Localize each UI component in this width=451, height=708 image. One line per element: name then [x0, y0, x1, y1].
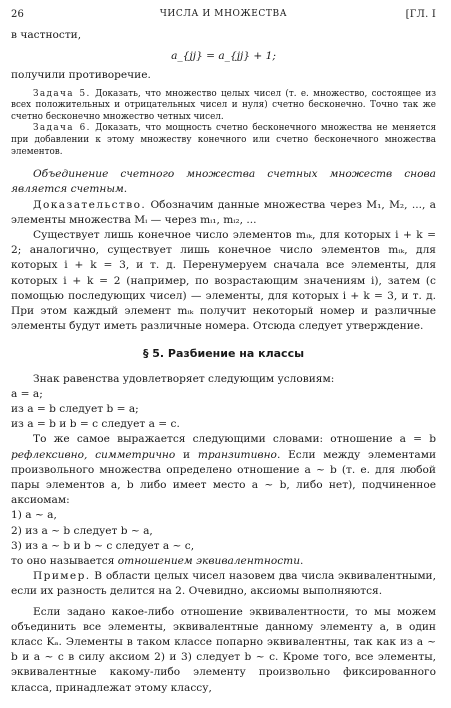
exercise-6	[11, 123, 436, 158]
axiom: 3) из a ~ b и b ~ c следует a ~ c,	[11, 539, 195, 552]
page-number: 26	[11, 9, 25, 20]
paragraph: Знак равенства удовлетворяет следующим условиям:	[33, 372, 335, 385]
example-text: В области целых чисел назовем два числа эквивалентными, если их разность делится на 2. Очевидно, аксиомы выполняются.	[11, 570, 436, 598]
exercise-text: Доказать, что мощность счетно бесконечного множества не меняется при добавлении к этому множеству конечного или счетно бесконечного множества элементов.	[11, 123, 436, 157]
paragraph: Если задано какое-либо отношение эквивалентности, то мы можем объединить все элементы, эквивалентные данному элементу a, в один класс Kₐ. Элементы в таком классе попарно эквивалентны, так как из a ~ b и a ~ c в силу аксиом 2) и 3) следует b ~ c. Кроме того, все элементы, эквивалентные какому-либо элементу произвольно фиксированного класса, принадлежат этому классу,	[11, 605, 436, 694]
text-span: то оно называется	[11, 555, 118, 568]
exercise-text: Доказать, что множество целых чисел (т. е. множество, состоящее из всех положительных и отрицательных чисел и нуля) счетно бесконечно. Точно так же счетно бесконечно множество четных чисел.	[11, 88, 436, 122]
section-heading: § 5. Разбиение на классы	[142, 347, 305, 361]
example	[11, 569, 436, 599]
equality-rule: a = a;	[11, 387, 43, 400]
paragraph	[11, 432, 436, 508]
text-span: .	[300, 555, 304, 568]
axiom: 1) a ~ a,	[11, 509, 57, 522]
example-label: Пример.	[33, 570, 91, 583]
italic-term: рефлексивно, симметрично	[11, 448, 176, 461]
chapter-label: [ГЛ. I	[405, 9, 436, 20]
exercise-label: Задача 5.	[33, 88, 91, 99]
text-span: . Если между элементами произвольного множества определено отношение a ~ b (т. е. для любой пары элементов a, b либо имеет место a ~ b, либо нет), подчиненное аксиомам:	[11, 448, 437, 507]
running-head	[11, 7, 436, 23]
text-span: и	[175, 448, 198, 461]
italic-term: отношением эквивалентности	[117, 555, 301, 568]
running-head-title: ЧИСЛА И МНОЖЕСТВА	[159, 9, 288, 19]
formula: a_{jj} = a_{jj} + 1;	[171, 50, 276, 63]
paragraph: Существует лишь конечное число элементов mᵢₖ, для которых i + k = 2; аналогично, существует лишь конечное число элементов mᵢₖ, для которых i + k = 3, и т. д. Перенумеруем сначала все элементы, для которых i + k = 2 (например, по возрастающим значениям i), затем (с помощью последующих чисел) — элементы, для которых i + k = 3, и т. д. При этом каждый элемент mᵢₖ получит некоторый номер и различные элементы будут иметь различные номера. Отсюда следует утверждение.	[11, 228, 436, 333]
text-line: в частности,	[11, 29, 82, 41]
exercise-5	[11, 89, 436, 124]
paragraph	[11, 554, 436, 569]
proof	[11, 198, 436, 228]
theorem: Объединение счетного множества счетных множеств снова является счетным.	[11, 168, 436, 196]
equality-rule: из a = b и b = c следует a = c.	[11, 418, 180, 431]
proof-text: Обозначим данные множества через M₁, M₂, ..., а элементы множества Mᵢ — через mᵢ₁, mᵢ₂, ...	[11, 198, 436, 226]
text-span: То же самое выражается следующими словами: отношение a = b	[33, 433, 436, 446]
axiom: 2) из a ~ b следует b ~ a,	[11, 524, 153, 537]
exercise-label: Задача 6.	[33, 123, 91, 134]
equality-rule: из a = b следует b = a;	[11, 403, 139, 416]
italic-term: транзитивно	[197, 448, 277, 461]
text-line: получили противоречие.	[11, 69, 151, 82]
proof-label: Доказательство.	[33, 198, 147, 211]
